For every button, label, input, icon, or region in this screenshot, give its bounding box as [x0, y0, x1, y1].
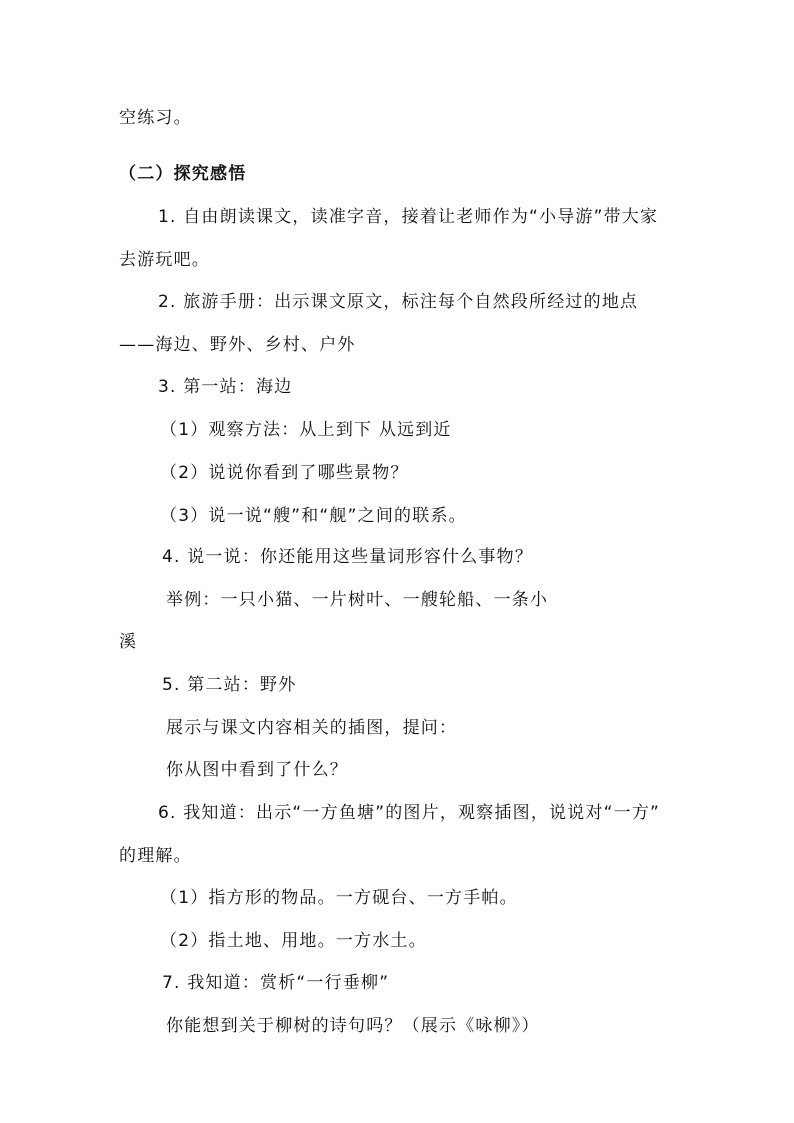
paragraph-line: 4. 说一说：你还能用这些量词形容什么事物？ — [162, 547, 534, 567]
paragraph-line: 的理解。 — [119, 846, 192, 866]
paragraph-line: 举例：一只小猫、一片树叶、一艘轮船、一条小 — [166, 590, 549, 610]
paragraph-line: 你能想到关于柳树的诗句吗？（展示《咏柳》） — [166, 1016, 540, 1036]
paragraph-line: 去游玩吧。 — [119, 250, 210, 270]
paragraph-line: 3. 第一站：海边 — [158, 377, 293, 397]
paragraph-line: （1）观察方法：从上到下 从远到近 — [160, 420, 452, 440]
paragraph-line: 2. 旅游手册：出示课文原文，标注每个自然段所经过的地点 — [158, 292, 639, 312]
paragraph-line: ——海边、野外、乡村、户外 — [119, 335, 356, 355]
paragraph-line: （2）说说你看到了哪些景物？ — [160, 463, 409, 483]
paragraph-line: 6. 我知道：出示“一方鱼塘”的图片，观察插图，说说对“一方” — [158, 803, 661, 823]
paragraph-line: 你从图中看到了什么？ — [166, 760, 348, 780]
section-heading: （二）探究感悟 — [119, 164, 247, 184]
paragraph-line: 空练习。 — [119, 108, 192, 128]
paragraph-line: （3）说一说“艘”和“舰”之间的联系。 — [160, 506, 467, 526]
paragraph-line: 5. 第二站：野外 — [162, 675, 297, 695]
paragraph-line: 展示与课文内容相关的插图，提问： — [166, 718, 458, 738]
paragraph-line: 7. 我知道：赏析“一行垂柳” — [162, 973, 390, 993]
paragraph-line: 1. 自由朗读课文，读准字音，接着让老师作为“小导游”带大家 — [158, 207, 659, 227]
paragraph-line: （2）指土地、用地。一方水土。 — [160, 931, 427, 951]
paragraph-line: 溪 — [119, 632, 138, 652]
paragraph-line: （1）指方形的物品。一方砚台、一方手帕。 — [160, 888, 518, 908]
